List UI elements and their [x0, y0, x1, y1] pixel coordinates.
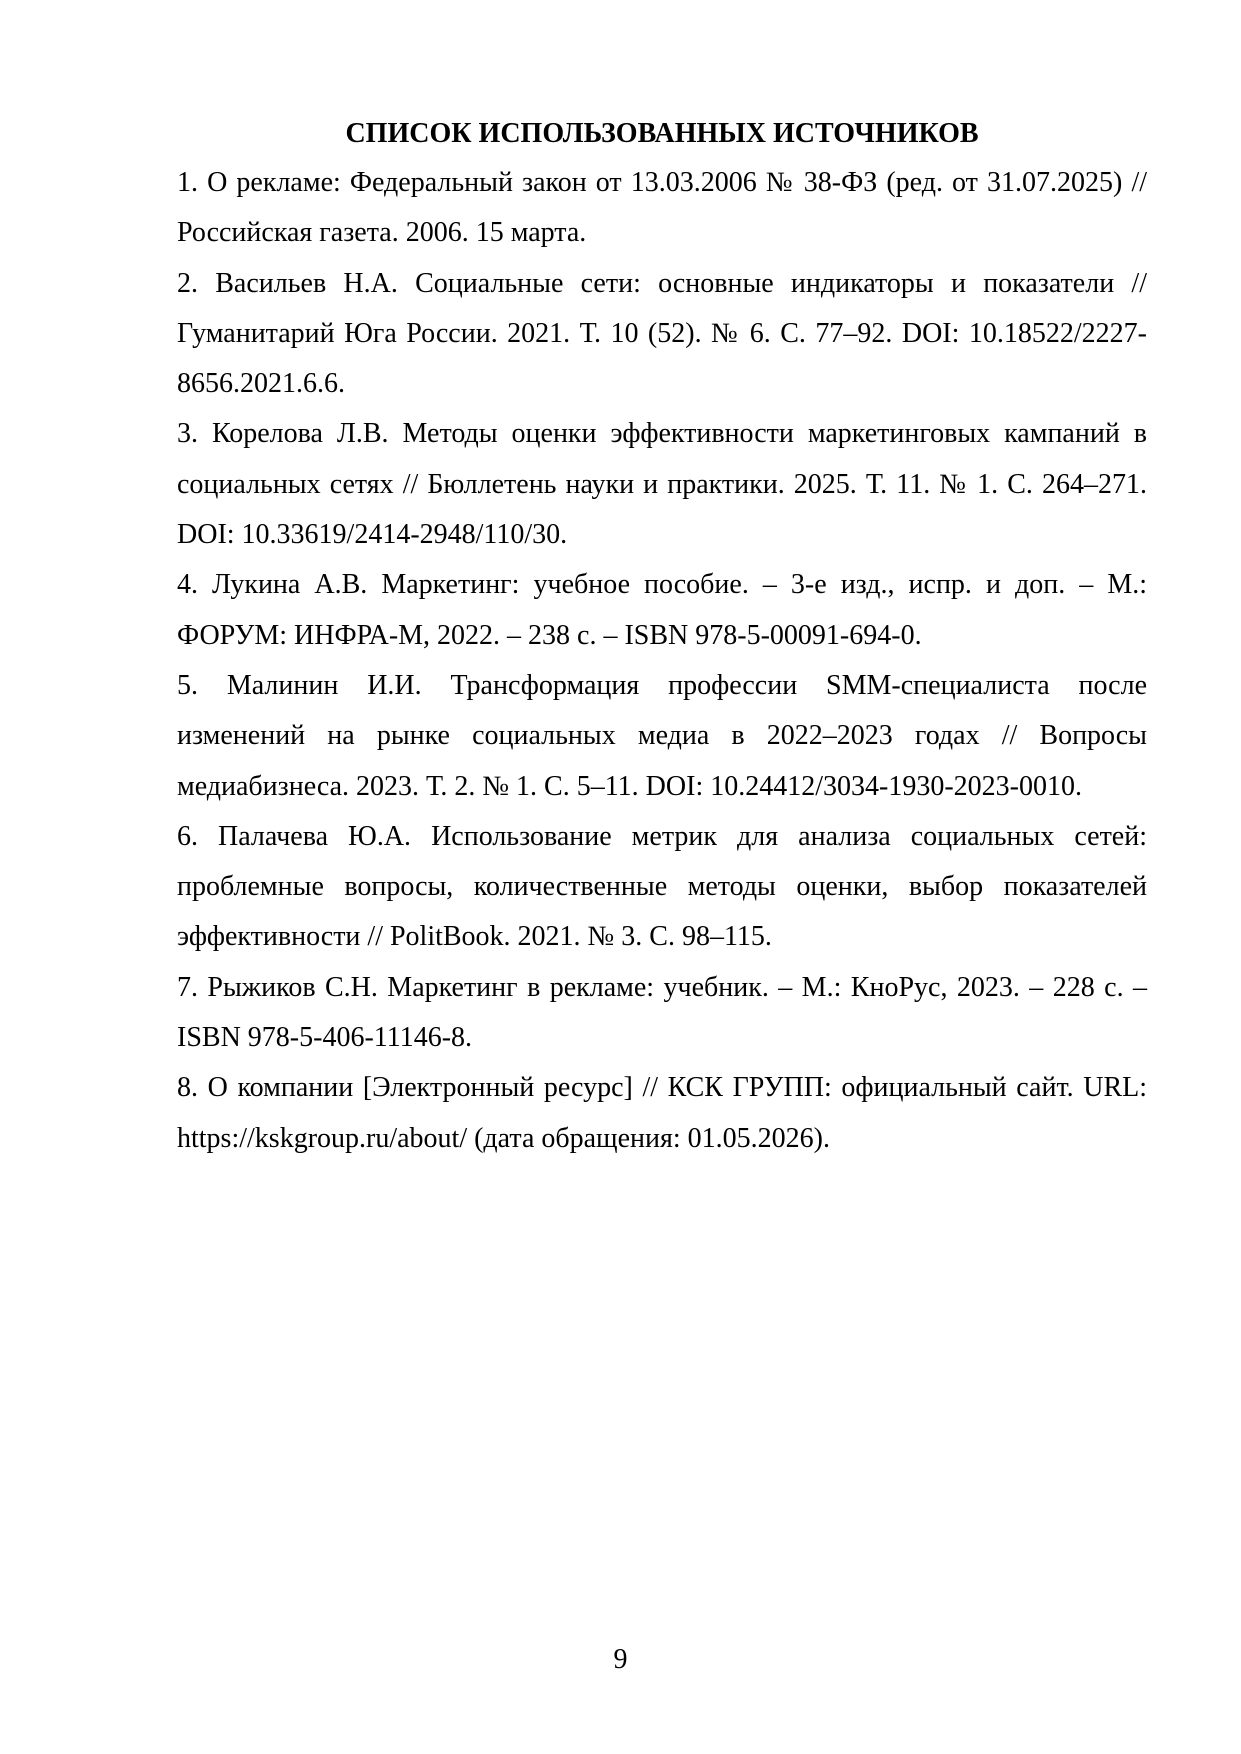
reference-item-6: 6. Палачева Ю.А. Использование метрик для анализа социальных сетей: проблемные вопросы, количественные методы оценки, выбор показателей эффективности // PolitBook. 2021. № 3. С. 98–115. — [177, 820, 1147, 953]
reference-item-1: 1. О рекламе: Федеральный закон от 13.03.2006 № 38-ФЗ (ред. от 31.07.2025) // Российская газета. 2006. 15 марта. — [177, 167, 1147, 249]
reference-item-4: 4. Лукина А.В. Маркетинг: учебное пособие. – 3-е изд., испр. и доп. – М.: ФОРУМ: ИНФРА-М, 2022. – 238 с. – ISBN 978-5-00091-694-0. — [177, 569, 1147, 651]
reference-item-8: 8. О компании [Электронный ресурс] // КСК ГРУПП: официальный сайт. URL: https://kskgroup.ru/about/ (дата обращения: 01.05.2026). — [177, 1072, 1147, 1154]
references-list — [177, 158, 1147, 1164]
reference-item-7: 7. Рыжиков С.Н. Маркетинг в рекламе: учебник. – М.: КноРус, 2023. – 228 с. – ISBN 978-5-406-11146-8. — [177, 971, 1147, 1054]
reference-item-2: 2. Васильев Н.А. Социальные сети: основные индикаторы и показатели // Гуманитарий Юга России. 2021. Т. 10 (52). № 6. С. 77–92. DOI: 10.18522/2227-8656.2021.6.6. — [177, 267, 1147, 400]
reference-item-5: 5. Малинин И.И. Трансформация профессии SMM-специалиста после изменений на рынке социальных медиа в 2022–2023 годах // Вопросы медиабизнеса. 2023. Т. 2. № 1. С. 5–11. DOI: 10.24412/3034-1930-2023-0010. — [177, 669, 1147, 802]
page-number: 9 — [613, 1644, 628, 1675]
reference-item-3: 3. Корелова Л.В. Методы оценки эффективности маркетинговых кампаний в социальных сетях // Бюллетень науки и практики. 2025. Т. 11. № 1. С. 264–271. DOI: 10.33619/2414-2948/110/30. — [177, 418, 1147, 551]
references-heading: СПИСОК ИСПОЛЬЗОВАННЫХ ИСТОЧНИКОВ — [345, 118, 979, 149]
